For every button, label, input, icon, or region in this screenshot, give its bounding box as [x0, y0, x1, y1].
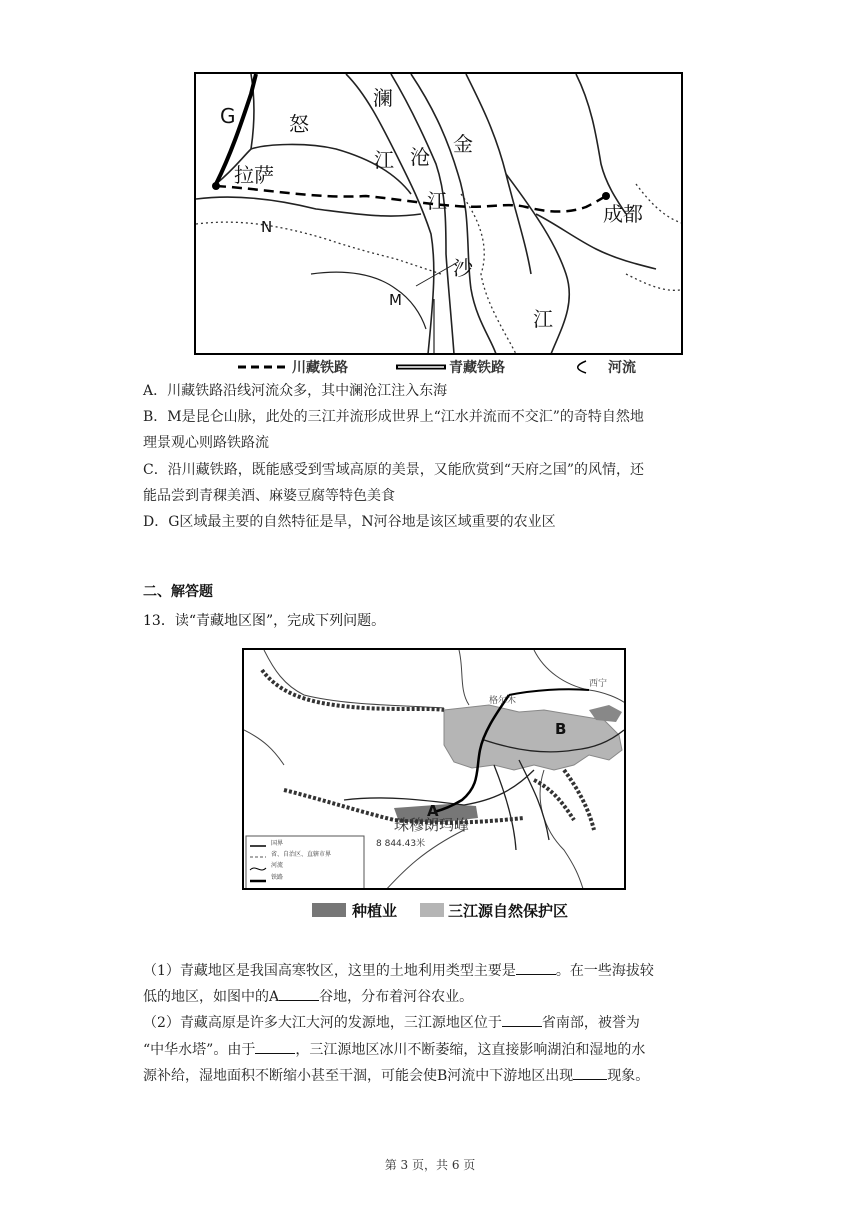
label-lan: 澜	[373, 86, 393, 110]
legend-chuanzang: 川藏铁路	[292, 360, 348, 376]
label-zhumulangma: 珠穆朗玛峰	[394, 816, 470, 834]
map-chuanzang	[194, 72, 683, 355]
label-cang: 沧	[410, 145, 430, 169]
label-nu: 怒	[289, 112, 309, 136]
legend-swatch-farming	[312, 903, 346, 917]
legend-reserve: 三江源自然保护区	[448, 902, 569, 920]
border-south	[311, 272, 426, 329]
river-jinsha	[466, 74, 531, 274]
map-qingzang	[242, 648, 626, 890]
boundary-1	[196, 218, 441, 274]
river-e	[576, 74, 626, 214]
question-13: 13．读“青藏地区图”，完成下列问题。	[143, 613, 386, 629]
page-footer: 第 3 页，共 6 页	[384, 1158, 476, 1172]
label-jiang1: 江	[374, 148, 394, 172]
option-c-line1: C．沿川藏铁路，既能感受到雪域高原的美景，又能欣赏到“天府之国”的风情，还	[143, 462, 645, 478]
m-pointer	[416, 262, 458, 286]
label-geermu: 格尔木	[489, 696, 517, 706]
map2-legend	[312, 900, 612, 922]
option-b-line1: B．M是昆仑山脉，此处的三江并流形成世界上“江水并流而不交汇”的奇特自然地	[143, 409, 644, 425]
q2-line1: （2）青藏高原是许多大江大河的发源地，三江源地区位于 省南部，被誉为	[143, 1009, 743, 1037]
blank-4[interactable]	[255, 1039, 295, 1054]
section-title: 二、解答题	[143, 584, 213, 600]
river-yarlung	[344, 770, 534, 805]
inset-legend-province: 省、自治区、直辖市界	[271, 851, 332, 858]
option-c-line2: 能品尝到青稞美酒、麻婆豆腐等特色美食	[143, 488, 395, 504]
boundary-ne	[459, 650, 469, 705]
label-g: G	[220, 104, 236, 128]
boundary-ne2	[534, 650, 626, 705]
label-jiang3: 江	[533, 307, 553, 331]
label-chengdu: 成都	[603, 202, 643, 226]
boundary-3	[636, 184, 683, 224]
legend-farming: 种植业	[352, 902, 398, 920]
label-m: M	[389, 291, 402, 309]
blank-2[interactable]	[279, 986, 319, 1001]
label-sha: 沙	[453, 256, 473, 280]
option-a: A．川藏铁路沿线河流众多，其中澜沧江注入东海	[143, 383, 448, 399]
blank-5[interactable]	[573, 1065, 607, 1080]
blank-3[interactable]	[502, 1012, 542, 1027]
river-nu	[391, 74, 454, 354]
label-a: A	[427, 802, 439, 820]
boundary-north	[264, 650, 444, 708]
river-s1	[494, 765, 516, 850]
boundary-west	[244, 730, 284, 765]
map1-legend	[236, 355, 686, 377]
label-b: B	[555, 720, 567, 738]
legend-river: 河流	[608, 360, 636, 376]
chuanzang-railway	[216, 186, 606, 212]
q2-line3: 源补给，湿地面积不断缩小甚至干涸，可能会使B河流中下游地区出现 现象。	[143, 1062, 743, 1090]
chengdu-point	[602, 192, 610, 200]
river-s2	[519, 760, 549, 840]
label-height: 8 844.43米	[376, 839, 426, 849]
river-yarlung	[196, 197, 421, 216]
label-xining: 西宁	[589, 679, 608, 689]
label-jiang2: 江	[427, 189, 447, 213]
boundary-4	[626, 274, 683, 290]
option-b-line2: 理景观心则路铁路流	[143, 435, 269, 451]
legend-qingzang: 青藏铁路	[449, 360, 505, 376]
label-n: N	[261, 218, 273, 236]
label-lasa: 拉萨	[234, 163, 274, 187]
inset-legend-river: 河流	[271, 862, 284, 869]
label-jin: 金	[453, 132, 473, 156]
inset-legend-railway: 铁路	[271, 874, 284, 881]
inset-legend-border: 国界	[271, 840, 284, 847]
railway-xining	[509, 689, 589, 695]
q1-line2: 低的地区，如图中的A 谷地，分布着河谷农业。	[143, 983, 743, 1011]
blank-1[interactable]	[516, 960, 556, 975]
option-d: D．G区域最主要的自然特征是旱，N河谷地是该区域重要的农业区	[143, 514, 556, 530]
q1-line1: （1）青藏地区是我国高寒牧区，这里的土地利用类型主要是 。在一些海拔较	[143, 957, 743, 985]
legend-swatch-reserve	[420, 903, 444, 917]
q2-line2: “中华水塔”。由于 ，三江源地区冰川不断萎缩，这直接影响湖泊和湿地的水	[143, 1036, 743, 1064]
